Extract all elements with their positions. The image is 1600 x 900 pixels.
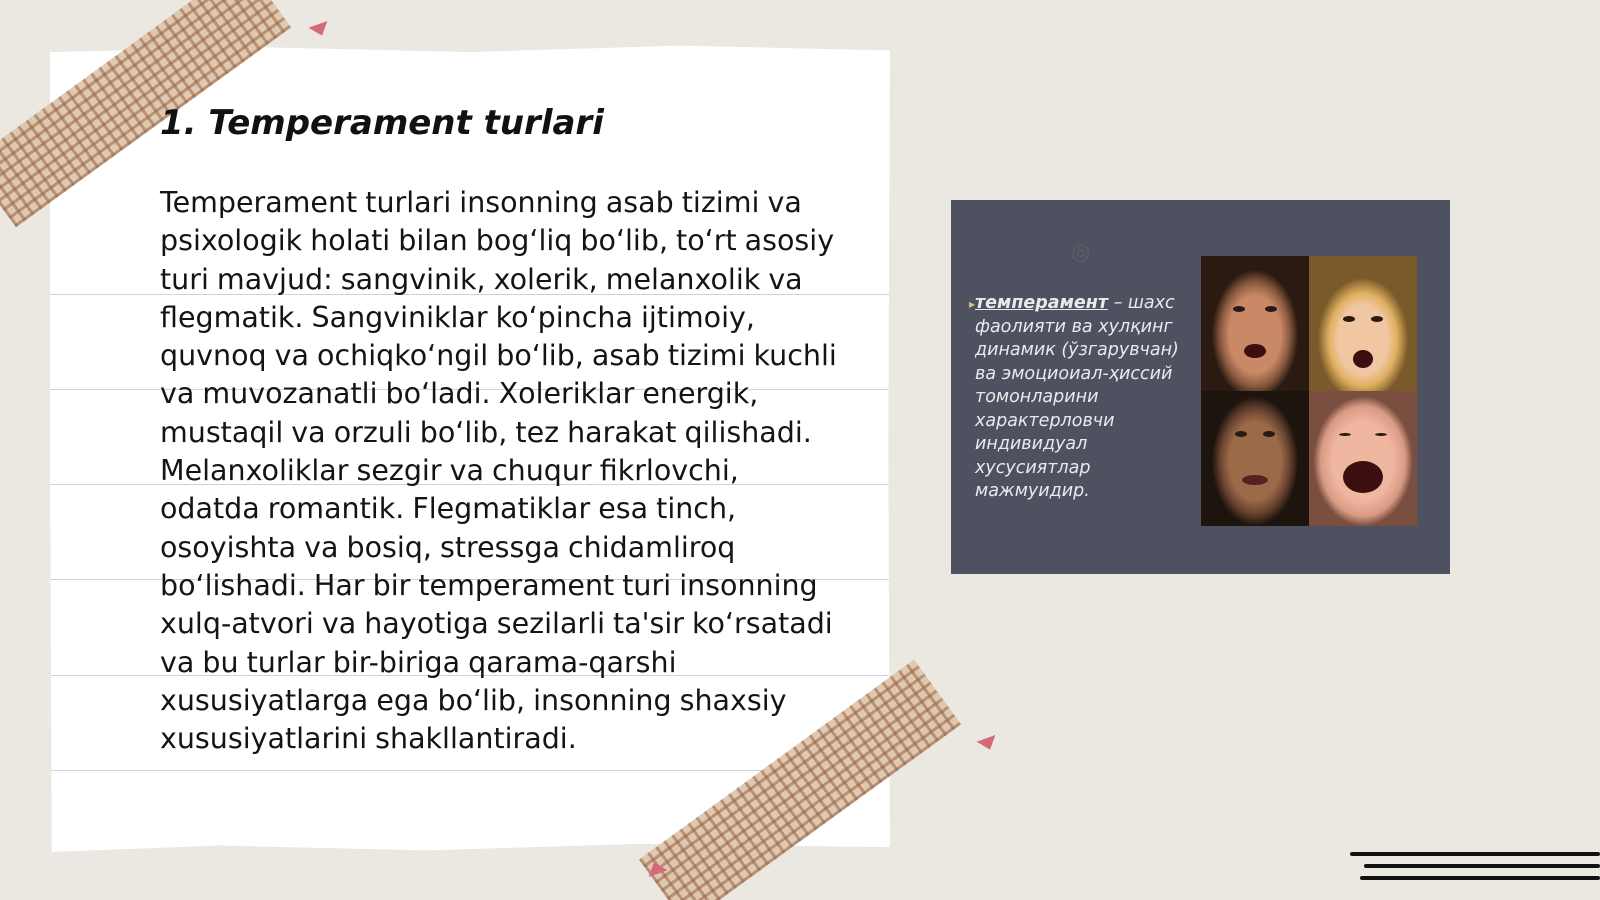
face-photo <box>1309 391 1417 526</box>
slide-body-text: Temperament turlari insonning asab tizimi va psixologik holati bilan bog‘liq bo‘lib, to‘rt asosiy turi mavjud: sangvinik, xolerik, melanxolik va flegmatik. Sangviniklar ko‘pincha ijtimoiy, quvnoq va ochiqko‘ngil bo‘lib, asab tizimi kuchli va muvozanatli bo‘ladi. Xoleriklar energik, mustaqil va orzuli bo‘lib, tez harakat qilishadi. Melanxoliklar sezgir va chuqur fikrlovchi, odatda romantik. Flegmatiklar esa tinch, osoyishta va bosiq, stressga chidamliroq bo‘lishadi. Har bir temperament turi insonning xulq-atvori va hayotiga sezilarli ta'sir ko‘rsatadi va bu turlar bir-biriga qarama-qarshi xususiyatlarga ega bo‘lib, insonning shaxsiy xususiyatlarini shakllantiradi. <box>160 186 837 756</box>
temperament-image <box>951 200 1450 574</box>
image-definition: – шахс фаолияти ва хулқинг динамик (ўзгарувчан) ва эмоциоиал-ҳиссий томонларини характерловчи индивидуал хусусиятлар мажмуидир. <box>975 293 1179 501</box>
slide-title: 1. Temperament turlari <box>160 103 604 143</box>
mouth <box>1242 475 1268 485</box>
face-photo <box>1201 256 1309 391</box>
mouth <box>1353 350 1373 368</box>
image-caption <box>969 292 1190 504</box>
image-term: темперамент <box>975 293 1109 313</box>
face-photo <box>1201 391 1309 526</box>
eye <box>1339 433 1351 436</box>
eye <box>1235 431 1247 437</box>
watermark-mark: ◎ <box>1071 240 1091 265</box>
mouth <box>1343 461 1383 493</box>
eye <box>1265 306 1277 312</box>
tape-tip <box>977 735 1000 753</box>
stripe <box>1364 864 1600 868</box>
tape-tip <box>309 21 332 39</box>
eye <box>1343 316 1355 322</box>
face-photo <box>1309 256 1417 391</box>
eye <box>1233 306 1245 312</box>
faces-collage <box>1201 256 1417 526</box>
eye <box>1371 316 1383 322</box>
mouth <box>1244 344 1266 358</box>
eye <box>1375 433 1387 436</box>
decorative-stripes <box>1340 840 1600 900</box>
stripe <box>1350 852 1600 856</box>
stripe <box>1360 876 1600 880</box>
eye <box>1263 431 1275 437</box>
bullet-icon: ▸ <box>969 297 976 311</box>
